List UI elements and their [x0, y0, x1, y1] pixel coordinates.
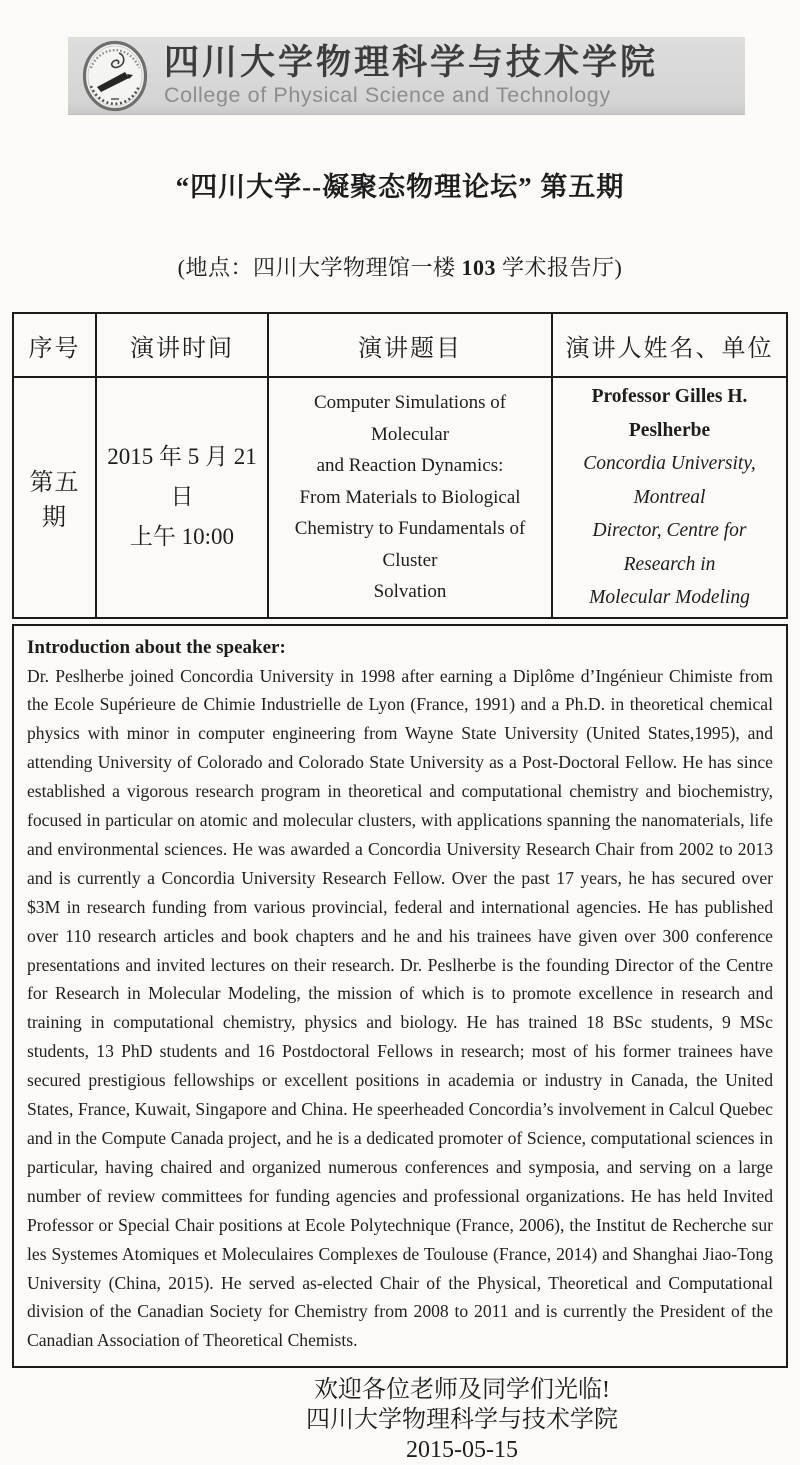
- college-name-chinese: 四川大学物理科学与技术学院: [164, 42, 659, 82]
- college-name-english: College of Physical Science and Technology: [164, 82, 611, 107]
- topic-line: Computer Simulations of Molecular: [313, 392, 507, 445]
- venue-line: [0, 251, 800, 282]
- speaker-affiliation-line: Molecular Modeling: [589, 587, 750, 608]
- venue-room-number: 103: [461, 255, 496, 280]
- table-header-row: [13, 313, 787, 377]
- topic-line: From Materials to Biological: [299, 486, 521, 508]
- forum-title: “四川大学--凝聚态物理论坛” 第五期: [175, 172, 625, 202]
- cell-lecture-topic: [268, 377, 552, 618]
- lecture-date: 2015 年 5 月 21 日: [107, 444, 257, 510]
- col-header-speaker: 演讲人姓名、单位: [552, 313, 787, 377]
- topic-line: Solvation: [373, 581, 447, 602]
- speaker-affiliation-line: Concordia University, Montreal: [583, 453, 756, 508]
- col-header-time: 演讲时间: [96, 313, 268, 377]
- venue-suffix: 学术报告厅): [496, 255, 623, 280]
- closing-block: [62, 1375, 800, 1465]
- issue-date-line: 2015-05-15: [406, 1437, 518, 1464]
- signature-line: 四川大学物理科学与技术学院: [306, 1407, 618, 1434]
- cell-lecture-time: [96, 377, 268, 618]
- speaker-affiliation-line: Director, Centre for Research in: [592, 520, 747, 575]
- speaker-introduction-box: [12, 624, 788, 1369]
- seminar-table: [12, 312, 788, 619]
- lecture-hour: 上午 10:00: [129, 524, 235, 550]
- col-header-topic: 演讲题目: [268, 313, 552, 377]
- college-header-text: [164, 42, 659, 107]
- speaker-name: Professor Gilles H. Peslherbe: [591, 386, 748, 441]
- cell-issue-number: 第五期: [13, 377, 96, 618]
- venue-prefix: (地点：四川大学物理馆一楼: [177, 255, 462, 280]
- topic-line: Chemistry to Fundamentals of Cluster: [294, 518, 526, 571]
- topic-line: and Reaction Dynamics:: [316, 455, 504, 476]
- introduction-paragraph: Dr. Peslherbe joined Concordia University in 1998 after earning a Diplôme d’Ingénieur Chimiste from the Ecole Supérieure de Chimie Industrielle de Lyon (France, 1991) and a Ph.D. in theoretical chemical physics with minor in computer engineering from Wayne State University (United States,1995), and attending University of Colorado and Colorado State University as a Post-Doctoral Fellow. He has since established a vigorous research program in theoretical and computational chemistry and biochemistry, focused in particular on atomic and molecular clusters, with applications spanning the nanomaterials, life and environmental sciences. He was awarded a Concordia University Research Chair from 2002 to 2013 and is currently a Concordia University Research Fellow. Over the past 17 years, he has secured over $3M in research funding from various provincial, federal and international agencies. He has published over 110 research articles and book chapters and he and his trainees have given over 300 conference presentations and invited lectures on their research. Dr. Peslherbe is the founding Director of the Centre for Research in Molecular Modeling, the mission of which is to promote excellence in research and training in computational chemistry, physics and biology. He has trained 18 BSc students, 9 MSc students, 13 PhD students and 16 Postdoctoral Fellows in research; most of his former trainees have secured prestigious fellowships or excellent positions in academia or industry in Canada, the United States, France, Kuwait, Singapore and China. He speerheaded Concordia’s involvement in Calcul Quebec and in the Compute Canada project, and he is a dedicated promoter of Science, computational sciences in particular, having chaired and organized numerous conferences and symposia, and serving on a large number of review committees for funding agencies and professional organizations. He has held Invited Professor or Special Chair positions at Ecole Polytechnique (France, 2006), the Institut de Recherche sur les Systemes Atomiques et Moleculaires Complexes de Toulouse (France, 2014) and Shanghai Jiao-Tong University (China, 2015). He served as-elected Chair of the Physical, Theoretical and Computational division of the Canadian Society for Chemistry from 2008 to 2011 and is currently the President of the Canadian Association of Theoretical Chemists.: [27, 665, 773, 1351]
- college-seal-logo-icon: [82, 40, 148, 112]
- introduction-heading: Introduction about the speaker:: [27, 636, 286, 658]
- table-row: [13, 377, 787, 618]
- welcome-line: 欢迎各位老师及同学们光临!: [314, 1377, 610, 1404]
- college-header-banner: [68, 37, 745, 115]
- cell-speaker-info: [552, 377, 787, 618]
- col-header-issue: 序号: [13, 313, 96, 377]
